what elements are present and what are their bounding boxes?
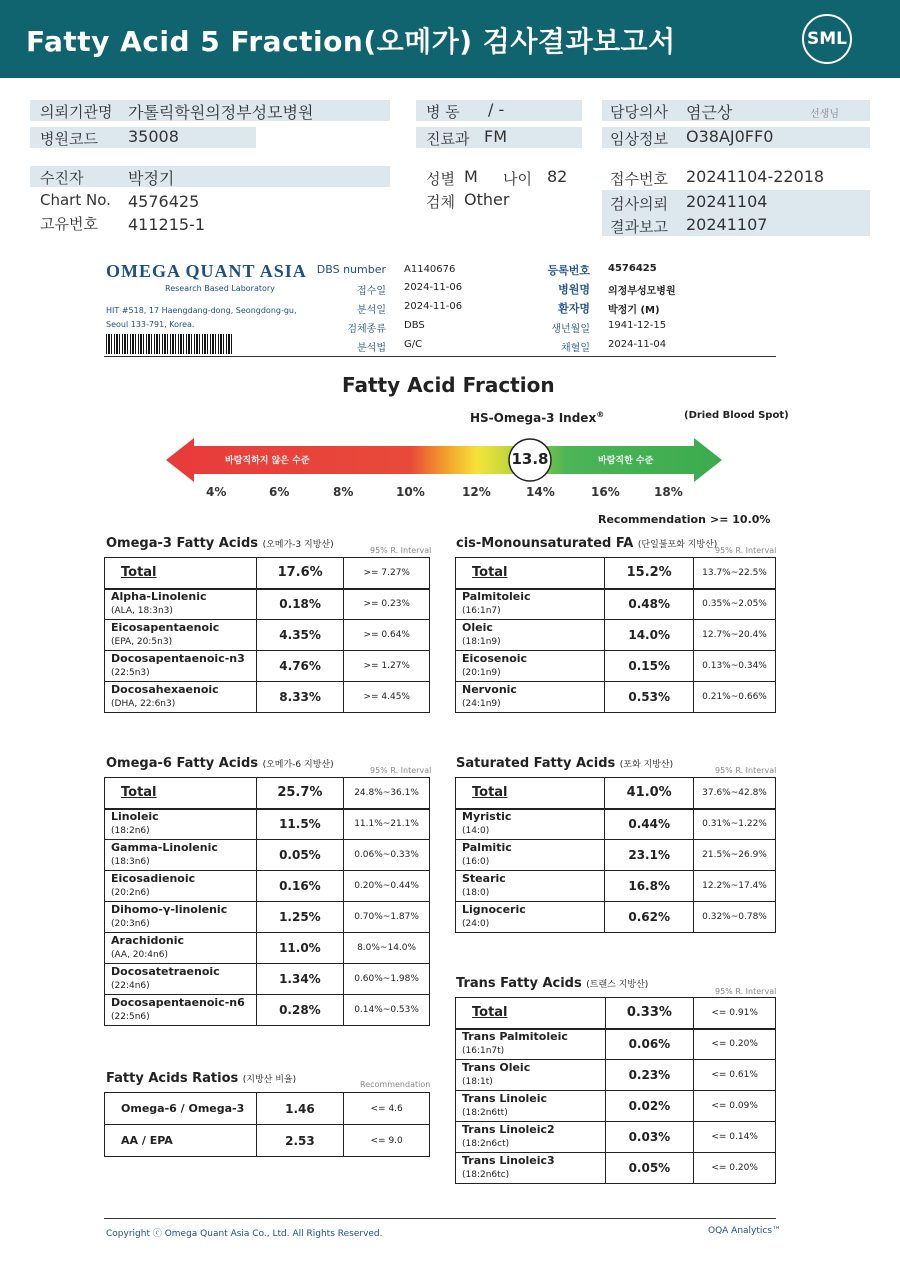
ward-value: / -	[488, 100, 505, 119]
hospital-code-value: 35008	[128, 127, 179, 146]
table-row	[456, 620, 776, 651]
hosp-value: 의정부성모병원	[608, 286, 676, 297]
table-row	[456, 1091, 776, 1122]
fatty-acid-name: Docosapentaenoic-n3 (22:5n3)	[105, 651, 257, 682]
result-value: 0.05%	[256, 840, 343, 871]
table-row	[105, 809, 430, 840]
result-value: 0.16%	[256, 871, 343, 902]
ratios-table	[104, 1092, 430, 1157]
table-row	[105, 682, 430, 713]
reference-range: <= 0.91%	[694, 998, 776, 1029]
result-value: 0.44%	[605, 809, 694, 840]
fatty-acid-name: Total	[456, 778, 605, 809]
receipt-value: 20241104-22018	[686, 167, 825, 186]
result-value: 17.6%	[256, 558, 344, 589]
reference-range: <= 0.20%	[694, 1029, 776, 1060]
doctor-label: 담당의사	[610, 103, 668, 121]
interval-label: 95% R. Interval	[715, 766, 777, 775]
fatty-acid-name: Trans Linoleic2 (18:2n6ct)	[456, 1122, 606, 1153]
doctor-suffix: 선생님	[810, 109, 839, 120]
reg-label: 등록번호	[547, 264, 590, 277]
scale-tick: 10%	[396, 485, 425, 499]
result-value: 0.03%	[605, 1122, 694, 1153]
reference-range: >= 7.27%	[344, 558, 430, 589]
pt-label: 환자명	[558, 302, 590, 315]
table-row	[105, 1125, 430, 1157]
report-date-label: 결과보고	[610, 218, 668, 236]
reference-range: 0.35%~2.05%	[694, 589, 776, 620]
lab-divider	[104, 356, 776, 357]
unique-no-value: 411215-1	[128, 215, 206, 234]
table-row	[105, 902, 430, 933]
table-row	[105, 778, 430, 809]
fatty-acid-name: Linoleic (18:2n6)	[105, 809, 257, 840]
fatty-acid-name: Total	[456, 998, 606, 1029]
table-row	[456, 840, 776, 871]
chart-no-value: 4576425	[128, 192, 200, 211]
table-row	[456, 589, 776, 620]
header-banner	[0, 0, 900, 78]
table-row	[105, 933, 430, 964]
fatty-acid-name: Eicosapentaenoic (EPA, 20:5n3)	[105, 620, 257, 651]
sex-label: 성별	[426, 170, 455, 188]
clinical-label: 임상정보	[610, 130, 668, 148]
table-row	[456, 809, 776, 840]
reference-range: 0.21%~0.66%	[694, 682, 776, 713]
fatty-acid-name: Total	[456, 558, 605, 589]
omega6-title: Omega-6 Fatty Acids (오메가-6 지방산)	[106, 756, 334, 771]
reference-range: 0.14%~0.53%	[344, 995, 430, 1026]
scale-tick: 14%	[526, 485, 555, 499]
reference-range: 0.20%~0.44%	[344, 871, 430, 902]
fatty-acid-name: Docosahexaenoic (DHA, 22:6n3)	[105, 682, 257, 713]
reference-range: 21.5%~26.9%	[694, 840, 776, 871]
fatty-acid-name: Oleic (18:1n9)	[456, 620, 605, 651]
method-label: 분석법	[357, 343, 386, 354]
result-value: 2.53	[256, 1125, 344, 1157]
table-row	[456, 1029, 776, 1060]
table-row	[456, 1153, 776, 1184]
pt-value: 박정기 (M)	[608, 305, 660, 316]
specimen-value: Other	[464, 190, 510, 209]
result-value: 8.33%	[256, 682, 344, 713]
fatty-acid-name: Omega-6 / Omega-3	[105, 1093, 257, 1125]
reference-range: <= 0.61%	[694, 1060, 776, 1091]
result-value: 41.0%	[605, 778, 694, 809]
footer-divider	[104, 1218, 776, 1219]
sfa-title: Saturated Fatty Acids (포화 지방산)	[456, 756, 674, 771]
reference-range: 0.06%~0.33%	[344, 840, 430, 871]
clinical-value: O38AJ0FF0	[686, 127, 774, 146]
result-value: 4.76%	[256, 651, 344, 682]
mufa-table	[455, 557, 776, 713]
dob-label: 생년월일	[551, 324, 590, 335]
table-row	[105, 871, 430, 902]
trans-title: Trans Fatty Acids (트랜스 지방산)	[456, 976, 649, 991]
table-row	[456, 902, 776, 933]
result-value: 0.28%	[256, 995, 343, 1026]
report-date-value: 20241107	[686, 215, 768, 234]
omega3-table	[104, 557, 430, 713]
table-row	[456, 1122, 776, 1153]
rec-col-label: Recommendation	[360, 1080, 431, 1089]
reference-range: <= 9.0	[344, 1125, 430, 1157]
reference-range: 11.1%~21.1%	[344, 809, 430, 840]
fatty-acid-name: Trans Oleic (18:1t)	[456, 1060, 606, 1091]
spec-label: 검체종류	[347, 324, 386, 335]
recommendation-label: Recommendation	[598, 513, 706, 526]
table-row	[105, 840, 430, 871]
reference-range: 0.31%~1.22%	[694, 809, 776, 840]
reference-range: >= 0.23%	[344, 589, 430, 620]
result-value: 0.48%	[605, 589, 694, 620]
ratios-title: Fatty Acids Ratios (지방산 비율)	[106, 1071, 297, 1086]
reference-range: >= 4.45%	[344, 682, 430, 713]
table-row	[456, 871, 776, 902]
age-label: 나이	[503, 170, 532, 188]
result-value: 0.62%	[605, 902, 694, 933]
fatty-acid-name: Myristic (14:0)	[456, 809, 605, 840]
age-value: 82	[547, 167, 568, 186]
reference-range: 0.70%~1.87%	[344, 902, 430, 933]
hospital-code-label: 병원코드	[40, 130, 98, 148]
oqa-address: HIT #518, 17 Haengdang-dong, Seongdong-gu, Seoul 133-791, Korea.	[106, 306, 297, 329]
fatty-acid-name: Gamma-Linolenic (18:3n6)	[105, 840, 257, 871]
result-value: 0.05%	[605, 1153, 694, 1184]
result-value: 11.5%	[256, 809, 343, 840]
patient-name-value: 박정기	[128, 169, 175, 188]
specimen-label: 검체	[426, 193, 455, 211]
result-value: 16.8%	[605, 871, 694, 902]
patient-name-label: 수진자	[40, 169, 84, 187]
result-value: 0.33%	[605, 998, 694, 1029]
reference-range: 0.13%~0.34%	[694, 651, 776, 682]
reference-range: >= 0.64%	[344, 620, 430, 651]
fatty-acid-name: Trans Linoleic (18:2n6tt)	[456, 1091, 606, 1122]
scale-tick: 4%	[206, 485, 227, 499]
fatty-acid-name: Nervonic (24:1n9)	[456, 682, 605, 713]
table-row	[456, 778, 776, 809]
result-value: 23.1%	[605, 840, 694, 871]
reference-range: 37.6%~42.8%	[694, 778, 776, 809]
reference-range: <= 4.6	[344, 1093, 430, 1125]
reference-range: >= 1.27%	[344, 651, 430, 682]
fatty-acid-name: Total	[105, 778, 257, 809]
table-row	[105, 589, 430, 620]
result-value: 1.34%	[256, 964, 343, 995]
result-value: 1.46	[256, 1093, 344, 1125]
fatty-acid-name: Total	[105, 558, 257, 589]
receipt-label: 접수번호	[610, 170, 668, 188]
dbs-value: A1140676	[404, 264, 456, 275]
fatty-acid-name: Stearic (18:0)	[456, 871, 605, 902]
request-label: 검사의뢰	[610, 195, 668, 213]
report-title: Fatty Acid 5 Fraction(오메가) 검사결과보고서	[26, 25, 676, 58]
interval-label: 95% R. Interval	[370, 546, 432, 555]
table-row	[105, 620, 430, 651]
result-value: 0.06%	[605, 1029, 694, 1060]
table-row	[105, 1093, 430, 1125]
reg-value: 4576425	[608, 263, 657, 274]
table-row	[105, 651, 430, 682]
result-value: 14.0%	[605, 620, 694, 651]
spec-value: DBS	[404, 320, 425, 331]
scale-tick: 12%	[462, 485, 491, 499]
trans-table	[455, 997, 776, 1184]
index-label: HS-Omega-3 Index®	[470, 410, 605, 425]
reference-range: <= 0.14%	[694, 1122, 776, 1153]
result-value: 1.25%	[256, 902, 343, 933]
chart-no-label: Chart No.	[40, 191, 111, 209]
ward-label: 병 동	[426, 103, 460, 121]
result-value: 0.23%	[605, 1060, 694, 1091]
oqa-tagline: Research Based Laboratory	[165, 284, 275, 293]
interval-label: 95% R. Interval	[715, 546, 777, 555]
fatty-acid-name: Eicosadienoic (20:2n6)	[105, 871, 257, 902]
dept-value: FM	[484, 127, 508, 146]
scale-tick: 16%	[591, 485, 620, 499]
mufa-title: cis-Monounsaturated FA (단일불포화 지방산)	[456, 536, 718, 551]
result-value: 4.35%	[256, 620, 344, 651]
method-value: G/C	[404, 339, 423, 350]
table-row	[456, 558, 776, 589]
reference-range: 13.7%~22.5%	[694, 558, 776, 589]
fatty-acid-name: Docosatetraenoic (22:4n6)	[105, 964, 257, 995]
table-row	[105, 995, 430, 1026]
sfa-table	[455, 777, 776, 933]
result-value: 0.15%	[605, 651, 694, 682]
anal-label: 분석일	[357, 305, 386, 316]
reference-range: 0.60%~1.98%	[344, 964, 430, 995]
fatty-acid-name: Trans Linoleic3 (18:2n6tc)	[456, 1153, 606, 1184]
table-row	[456, 651, 776, 682]
barcode-icon	[106, 334, 232, 354]
recv-label: 접수일	[357, 286, 386, 297]
draw-value: 2024-11-04	[608, 339, 667, 350]
fatty-acid-name: Palmitic (16:0)	[456, 840, 605, 871]
interval-label: 95% R. Interval	[715, 987, 777, 996]
reference-range: 24.8%~36.1%	[344, 778, 430, 809]
table-row	[456, 1060, 776, 1091]
reference-range: 12.7%~20.4%	[694, 620, 776, 651]
reference-range: <= 0.09%	[694, 1091, 776, 1122]
dbs-label: DBS number	[316, 263, 386, 276]
sml-logo: SML	[802, 14, 852, 64]
result-value: 11.0%	[256, 933, 343, 964]
index-value: 13.8	[511, 450, 549, 468]
copyright: Copyright ⓒ Omega Quant Asia Co., Ltd. All Rights Reserved.	[106, 1229, 383, 1239]
doctor-value: 염근상	[686, 103, 733, 122]
result-value: 15.2%	[605, 558, 694, 589]
anal-value: 2024-11-06	[404, 301, 463, 312]
oqa-logo: OMEGA QUANT ASIA	[106, 261, 307, 281]
result-value: 0.18%	[256, 589, 344, 620]
institution-label: 의뢰기관명	[40, 103, 113, 121]
fatty-acid-name: Dihomo-γ-linolenic (20:3n6)	[105, 902, 257, 933]
dept-label: 진료과	[426, 130, 470, 148]
scale-tick: 8%	[333, 485, 354, 499]
result-value: 0.02%	[605, 1091, 694, 1122]
omega6-table	[104, 777, 430, 1026]
unique-no-label: 고유번호	[40, 215, 98, 233]
fatty-acid-name: Lignoceric (24:0)	[456, 902, 605, 933]
good-level-text: 바람직한 수준	[598, 456, 654, 466]
fatty-acid-name: Docosapentaenoic-n6 (22:5n6)	[105, 995, 257, 1026]
reference-range: 12.2%~17.4%	[694, 871, 776, 902]
reference-range: 8.0%~14.0%	[344, 933, 430, 964]
reference-range: 0.32%~0.78%	[694, 902, 776, 933]
omega3-title: Omega-3 Fatty Acids (오메가-3 지방산)	[106, 536, 334, 551]
request-value: 20241104	[686, 192, 768, 211]
draw-label: 채혈일	[561, 343, 590, 354]
result-value: 25.7%	[256, 778, 343, 809]
fatty-acid-name: Alpha-Linolenic (ALA, 18:3n3)	[105, 589, 257, 620]
fatty-acid-name: Trans Palmitoleic (16:1n7t)	[456, 1029, 606, 1060]
dob-value: 1941-12-15	[608, 320, 667, 331]
spot-label: (Dried Blood Spot)	[684, 410, 789, 421]
sex-value: M	[464, 167, 478, 186]
fatty-acid-name: Eicosenoic (20:1n9)	[456, 651, 605, 682]
table-row	[456, 682, 776, 713]
interval-label: 95% R. Interval	[370, 766, 432, 775]
fatty-acid-name: AA / EPA	[105, 1125, 257, 1157]
fraction-title: Fatty Acid Fraction	[342, 373, 555, 397]
fatty-acid-name: Palmitoleic (16:1n7)	[456, 589, 605, 620]
bad-level-text: 바람직하지 않은 수준	[225, 456, 310, 466]
table-row	[456, 998, 776, 1029]
oqa-brand: OQA Analytics™	[708, 1226, 782, 1236]
recommendation-value: >= 10.0%	[710, 513, 771, 526]
fatty-acid-name: Arachidonic (AA, 20:4n6)	[105, 933, 257, 964]
table-row	[105, 558, 430, 589]
scale-tick: 6%	[269, 485, 290, 499]
recv-value: 2024-11-06	[404, 282, 463, 293]
table-row	[105, 964, 430, 995]
institution-value: 가톨릭학원의정부성모병원	[128, 103, 314, 122]
scale-tick: 18%	[654, 485, 683, 499]
hosp-label: 병원명	[558, 283, 590, 296]
result-value: 0.53%	[605, 682, 694, 713]
reference-range: <= 0.20%	[694, 1153, 776, 1184]
